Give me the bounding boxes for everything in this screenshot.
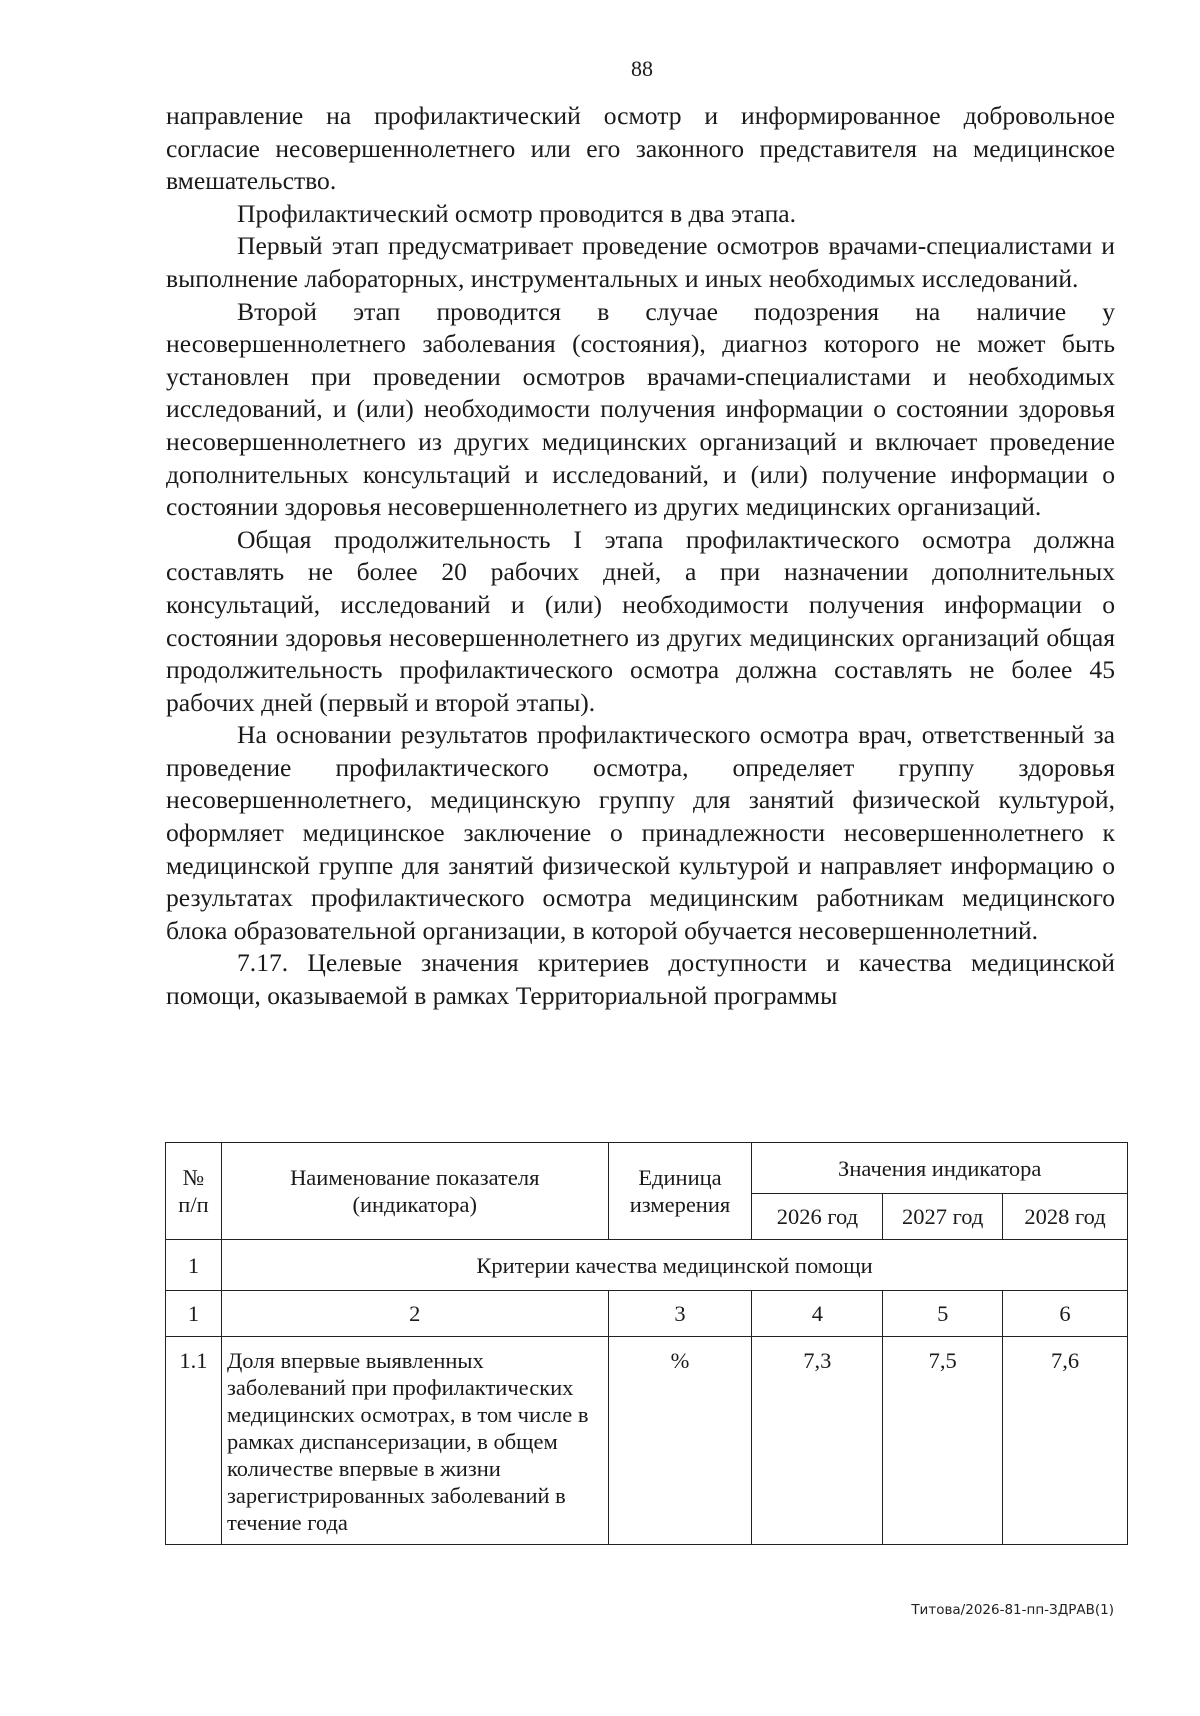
row-value-2027: 7,5: [883, 1337, 1003, 1545]
column-number: 2: [221, 1291, 608, 1337]
row-value-2028: 7,6: [1003, 1337, 1128, 1545]
paragraph-1: направление на профилактический осмотр и информированное добровольное согласие несовершеннолетнего или его законного представителя на медицинское вмешательство.: [166, 101, 1115, 196]
header-year-2028: 2028 год: [1003, 1194, 1128, 1240]
paragraph-2: Профилактический осмотр проводится в два этапа.: [237, 198, 797, 228]
paragraph-4: Второй этап проводится в случае подозрения на наличие у несовершеннолетнего заболевания (состояния), диагноз которого не может быть установлен при проведении осмотров врачами-специалистами и необходимых исследований, и (или) необходимости получения информации о состоянии здоровья несовершеннолетнего из других медицинских организаций и включает проведение дополнительных консультаций и исследований, и (или) получение информации о состоянии здоровья несовершеннолетнего из других медицинских организаций.: [166, 296, 1115, 522]
column-number: 1: [166, 1291, 222, 1337]
paragraph-6: На основании результатов профилактического осмотра врач, ответственный за проведение профилактического осмотра, определяет группу здоровья несовершеннолетнего, медицинскую группу для занятий физической культурой, оформляет медицинское заключение о принадлежности несовершеннолетнего к медицинской группе для занятий физической культурой и направляет информацию о результатах профилактического осмотра медицинским работникам медицинского блока образовательной организации, в которой обучается несовершеннолетний.: [166, 720, 1115, 945]
header-name: Наименование показателя (индикатора): [221, 1143, 608, 1240]
header-year-2027: 2027 год: [883, 1194, 1003, 1240]
body-text: [166, 100, 1115, 1013]
table-column-numbers-row: [166, 1291, 1128, 1337]
row-value-2026: 7,3: [752, 1337, 883, 1545]
paragraph-5: Общая продолжительность I этапа профилактического осмотра должна составлять не более 20 рабочих дней, а при назначении дополнительных консультаций, исследований и (или) необходимости получения информации о состоянии здоровья несовершеннолетнего из других медицинских организаций общая продолжительность профилактического осмотра должна составлять не более 45 рабочих дней (первый и второй этапы).: [166, 524, 1115, 717]
column-number: 3: [608, 1291, 752, 1337]
column-number: 4: [752, 1291, 883, 1337]
section-title: Критерии качества медицинской помощи: [221, 1240, 1127, 1291]
table-section-row: [166, 1240, 1128, 1291]
header-unit: Единица измерения: [608, 1143, 752, 1240]
row-unit: %: [608, 1337, 752, 1545]
header-values-group: Значения индикатора: [752, 1143, 1128, 1194]
indicator-table: [165, 1142, 1128, 1545]
header-num: № п/п: [166, 1143, 222, 1240]
row-num: 1.1: [166, 1337, 222, 1545]
page-number: 88: [631, 56, 653, 81]
row-indicator-name: Доля впервые выявленных заболеваний при профилактических медицинских осмотрах, в том числе в рамках диспансеризации, в общем количестве впервые в жизни зарегистрированных заболеваний в течение года: [221, 1337, 608, 1545]
table-header-row: [166, 1143, 1128, 1194]
header-year-2026: 2026 год: [752, 1194, 883, 1240]
column-number: 5: [883, 1291, 1003, 1337]
table-row: [166, 1337, 1128, 1545]
document-code: Титова/2026-81-пп-ЗДРАВ(1): [911, 1602, 1114, 1618]
column-number: 6: [1003, 1291, 1128, 1337]
section-num: 1: [166, 1240, 222, 1291]
paragraph-3: Первый этап предусматривает проведение осмотров врачами-специалистами и выполнение лабораторных, инструментальных и иных необходимых исследований.: [166, 231, 1115, 293]
section-heading-7-17: 7.17. Целевые значения критериев доступности и качества медицинской помощи, оказываемой в рамках Территориальной программы: [166, 948, 1115, 1011]
